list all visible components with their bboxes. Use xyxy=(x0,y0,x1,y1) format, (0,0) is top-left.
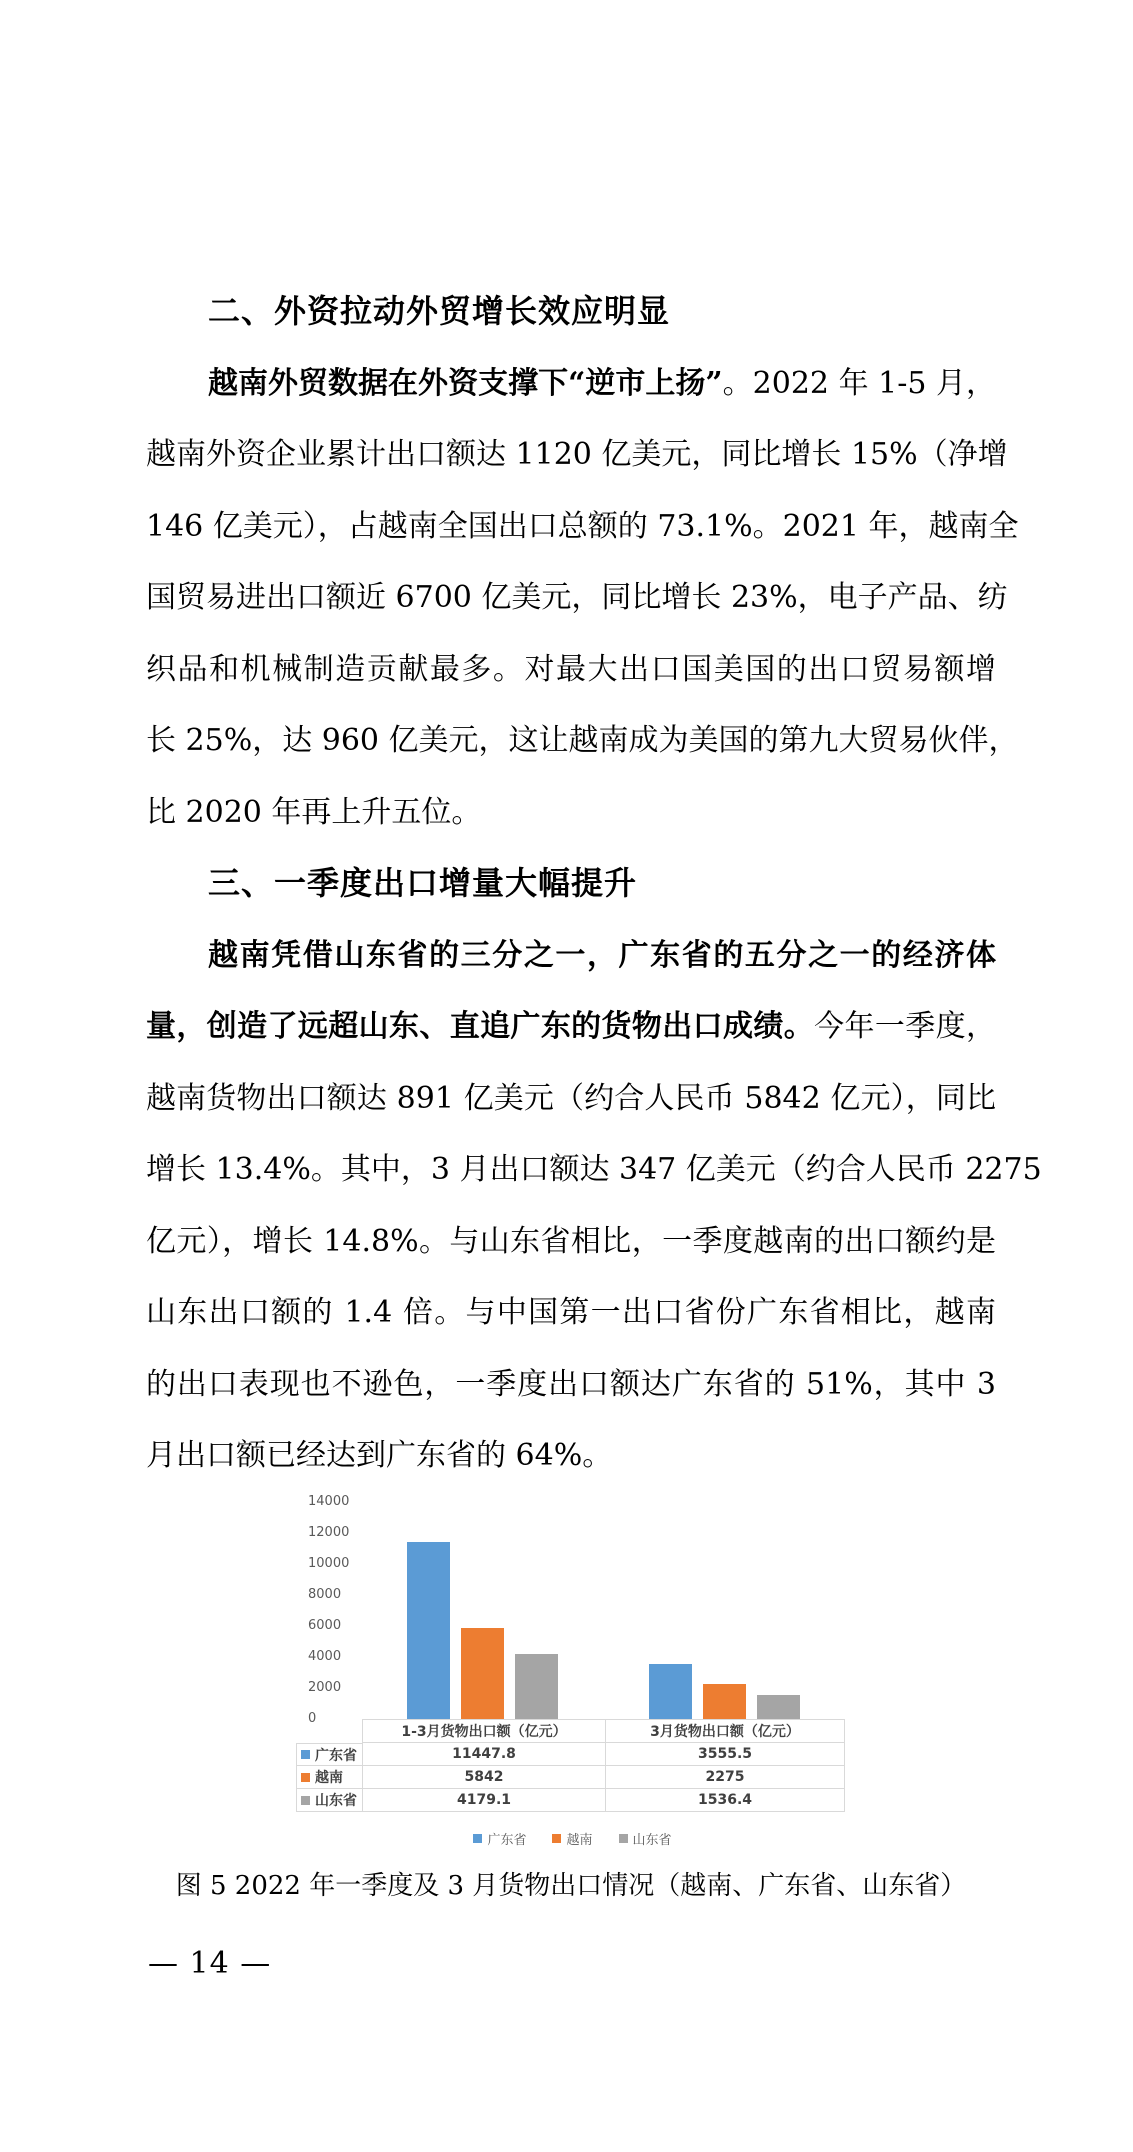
table-value-cell: 3555.5 xyxy=(605,1743,845,1766)
table-value-cell: 1536.4 xyxy=(605,1789,845,1812)
bold-text-segment: 量，创造了远超山东、直追广东的货物出口成绩。 xyxy=(146,1009,815,1044)
series-name: 越南 xyxy=(315,1770,343,1786)
text-line xyxy=(146,1277,996,1349)
y-axis-tick-label: 14000 xyxy=(308,1494,350,1509)
body-text-block xyxy=(146,276,1042,1492)
section-heading xyxy=(146,848,996,920)
figure-caption: 图 5 2022 年一季度及 3 月货物出口情况（越南、广东省、山东省） xyxy=(175,1871,967,1901)
legend-color-swatch xyxy=(619,1834,628,1843)
text-line xyxy=(146,777,996,849)
bold-text-segment: 三、一季度出口增量大幅提升 xyxy=(208,864,638,902)
bold-text-segment: 越南凭借山东省的三分之一，广东省的五分之一的经济体 xyxy=(208,937,996,973)
bar-广东省 xyxy=(407,1542,450,1719)
text-segment: 织品和机械制造贡献最多。对最大出口国美国的出口贸易额增 xyxy=(146,651,996,687)
y-axis-tick-label: 12000 xyxy=(308,1525,350,1540)
text-line xyxy=(146,348,996,420)
series-name: 广东省 xyxy=(315,1747,357,1764)
y-axis-tick-label: 10000 xyxy=(308,1556,350,1571)
legend-item-广东省 xyxy=(473,1829,526,1848)
bar-越南 xyxy=(461,1628,504,1719)
text-segment: 国贸易进出口额近 6700 亿美元，同比增长 23%，电子产品、纺 xyxy=(146,580,1008,615)
bold-text-segment: 越南外贸数据在外资支撑下“逆市上扬” xyxy=(208,365,723,401)
text-segment: 越南货物出口额达 891 亿美元（约合人民币 5842 亿元），同比 xyxy=(146,1080,996,1116)
bar-山东省 xyxy=(757,1695,800,1719)
text-line xyxy=(146,1063,996,1135)
table-value-cell: 11447.8 xyxy=(362,1743,605,1766)
chart-legend xyxy=(296,1828,849,1848)
text-segment: 山东出口额的 1.4 倍。与中国第一出口省份广东省相比，越南 xyxy=(146,1295,996,1330)
text-segment: 今年一季度， xyxy=(814,1009,997,1044)
y-axis-tick-label: 0 xyxy=(308,1711,317,1726)
legend-item-山东省 xyxy=(619,1829,672,1848)
table-header-cell: 1-3月货物出口额（亿元） xyxy=(362,1719,605,1743)
text-segment: 的出口表现也不逊色，一季度出口额达广东省的 51%，其中 3 xyxy=(146,1366,996,1402)
legend-label: 山东省 xyxy=(632,1832,672,1848)
legend-item-越南 xyxy=(552,1829,592,1848)
table-row-label xyxy=(296,1789,362,1812)
text-line xyxy=(146,920,996,992)
bold-text-segment: 二、外资拉动外贸增长效应明显 xyxy=(208,292,671,330)
y-axis-tick-label: 2000 xyxy=(308,1680,342,1695)
series-color-swatch xyxy=(301,1773,310,1782)
text-line xyxy=(146,1206,996,1278)
text-line xyxy=(146,1349,996,1421)
series-color-swatch xyxy=(301,1750,310,1759)
bar-山东省 xyxy=(515,1654,558,1719)
text-line xyxy=(146,1134,1042,1206)
bar-广东省 xyxy=(649,1664,692,1719)
export-bar-chart xyxy=(296,1488,849,1864)
text-line xyxy=(146,491,1019,563)
text-segment: 比 2020 年再上升五位。 xyxy=(146,794,482,830)
text-segment: 146 亿美元），占越南全国出口总额的 73.1%。2021 年，越南全 xyxy=(146,508,1019,544)
table-value-cell: 5842 xyxy=(362,1766,605,1789)
legend-label: 越南 xyxy=(566,1832,593,1848)
page-number: — 14 — xyxy=(148,1946,272,1981)
table-value-cell: 2275 xyxy=(605,1766,845,1789)
bar-越南 xyxy=(703,1684,746,1719)
text-segment: 增长 13.4%。其中，3 月出口额达 347 亿美元（约合人民币 2275 xyxy=(146,1152,1042,1187)
table-header-cell: 3月货物出口额（亿元） xyxy=(605,1719,845,1743)
y-axis-tick-label: 8000 xyxy=(308,1587,342,1602)
text-segment: 。2022 年 1-5 月， xyxy=(722,365,996,401)
y-axis-tick-label: 4000 xyxy=(308,1649,342,1664)
legend-color-swatch xyxy=(473,1834,482,1843)
text-line xyxy=(146,991,996,1063)
legend-color-swatch xyxy=(552,1834,561,1843)
text-line xyxy=(146,634,996,706)
section-heading xyxy=(146,276,996,348)
legend-label: 广东省 xyxy=(487,1832,527,1848)
text-segment: 亿元），增长 14.8%。与山东省相比，一季度越南的出口额约是 xyxy=(146,1223,996,1259)
table-value-cell: 4179.1 xyxy=(362,1789,605,1812)
table-row-label xyxy=(296,1743,362,1766)
text-segment: 长 25%，达 960 亿美元，这让越南成为美国的第九大贸易伙伴， xyxy=(146,723,1019,758)
text-segment: 越南外资企业累计出口额达 1120 亿美元，同比增长 15%（净增 xyxy=(146,437,1008,472)
text-line xyxy=(146,705,1019,777)
text-line xyxy=(146,1420,996,1492)
series-name: 山东省 xyxy=(315,1793,357,1809)
y-axis-tick-label: 6000 xyxy=(308,1618,342,1633)
series-color-swatch xyxy=(301,1796,310,1805)
text-line xyxy=(146,419,1008,491)
table-row-label xyxy=(296,1766,362,1789)
text-segment: 月出口额已经达到广东省的 64%。 xyxy=(146,1438,613,1473)
text-line xyxy=(146,562,1008,634)
